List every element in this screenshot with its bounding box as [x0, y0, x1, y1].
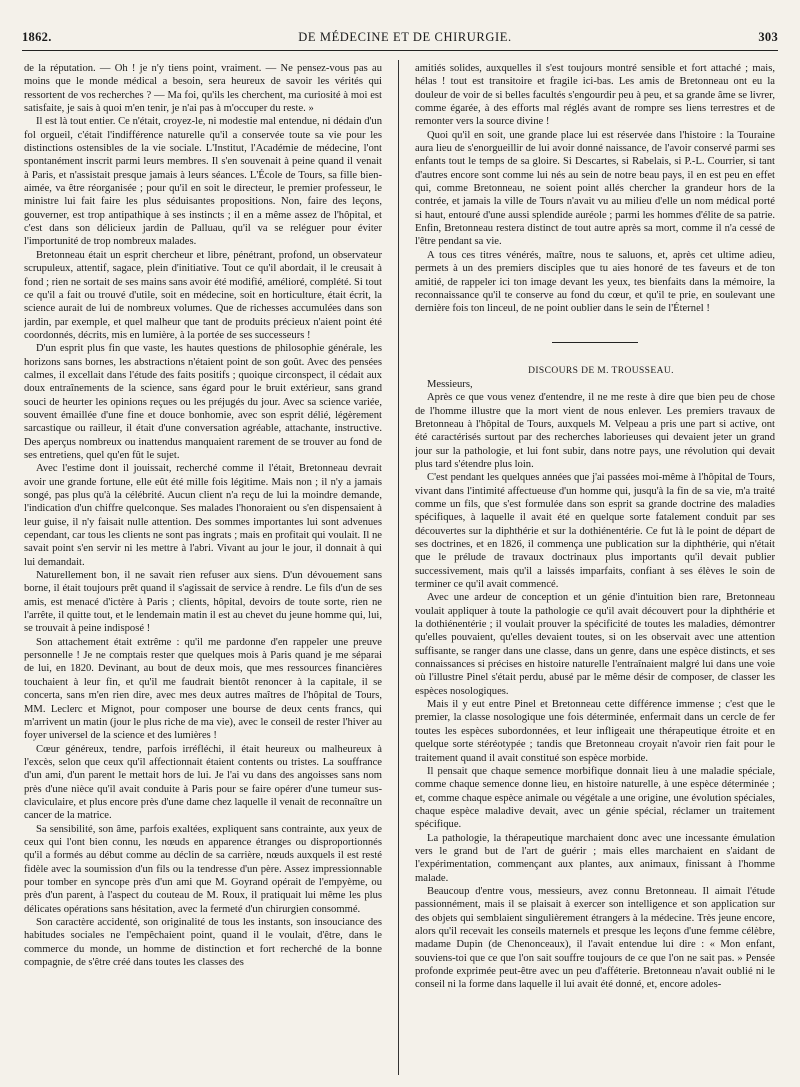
- paragraph: C'est pendant les quelques années que j'ai passées moi-même à l'hôpital de Tours, vivant dans l'intimité affectueuse d'un homme qui, jusqu'à la fin de sa vie, m'a traité comme un fils, que s'est formulée dans son esprit sa grande doctrine des maladies spécifiques, à laquelle il avait été en quelque sorte fatalement conduit par ses découvertes sur la diphthérie et sur la dothiénentérie. Ce fut là le point de départ de ses doctrines, et en 1826, il commença une publication sur la diphthérie, qui n'était que le prélude de travaux doctrinaux plus importants qu'il devait publier successivement, mais qu'il a laissés imparfaits, confiant à ses élèves le soin de terminer ce qu'il avait commencé.: [415, 472, 775, 591]
- paragraph: D'un esprit plus fin que vaste, les hautes questions de philosophie générale, les horizons sans bornes, les abstractions n'étaient point de son goût. Avec des pensées calmes, il excellait dans l'étude des faits positifs ; quoique circonspect, il cédait aux doux entraînements de la science, sans égard pour le bruit extérieur, sans grand souci de heurter les opinions reçues ou les préjugés du jour. Avec sa science variée, souvent émaillée d'une fine et douce bonhomie, avec son esprit délié, légèrement sarcastique ou railleur, il était d'une conversation agréable, attachante, instructive. Des aperçus nombreux ou inattendus manquaient rarement de se trouver au fond de ses entretiens, quel qu'en fût le sujet.: [24, 343, 382, 461]
- paragraph: Quoi qu'il en soit, une grande place lui est réservée dans l'histoire : la Touraine aura lieu de s'enorgueillir de lui avoir donné naissance, de l'avoir conservé parmi ses enfants tout le temps de sa gloire. Si Descartes, si Rabelais, si P.-L. Courrier, si tant d'autres encore sont comme lui nés au sein de notre beau pays, il en est peu en effet qui, comme Bretonneau, ne soient point allés chercher la grandeur hors de la contrée, et jamais la ville de Tours n'avait vu au milieu d'elle un nom médical porté si haut, entouré d'une aussi splendide auréole ; parmi les hommes d'élite de sa patrie. Enfin, Bretonneau restera distinct de tout autre après sa mort, comme il n'a cessé de l'être pendant sa vie.: [415, 129, 775, 248]
- paragraph: A tous ces titres vénérés, maître, nous te saluons, et, après cet ultime adieu, permets à un des premiers disciples que tu aies honoré de tes faveurs et de ton amitié, de rappeler ici ton image devant les yeux, tes bienfaits dans la mémoire, la reconnaissance qu'il te conserve au fond du cœur, et qu'il te prie, en soulevant une dernière fois ton linceul, de ne point oublier dans le sein de l'Éternel !: [415, 249, 775, 315]
- paragraph: amitiés solides, auxquelles il s'est toujours montré sensible et fort attaché ; mais, hélas ! tout est transitoire et fragile ici-bas. Les amis de Bretonneau ont eu la douleur de voir de si belles facultés s'engourdir peu à peu, et sa grande âme se livrer, comme égarée, à des efforts mal réglés avant de rompre ses liens terrestres et de remonter vers la source divine !: [415, 63, 775, 128]
- page-header: [22, 30, 778, 50]
- paragraph: Son attachement était extrême : qu'il me pardonne d'en rappeler une preuve personnelle ! Je ne comptais rester que quelques mois à Paris quand je me séparai de lui, en 1820. Devinant, au bout de deux mois, que mes ressources financières touchaient à leur fin, et qu'il me faudrait bientôt renoncer à la capitale, il se concerta, sans m'en rien dire, avec mes deux autres maîtres de l'hôpital de Tours, MM. Leclerc et Mignot, pour composer une bourse de deux cents francs, qui m'arrivent un matin (jour le plus riche de ma vie), avec le conseil de rester l'hiver au foyer universel de la science et des lumières !: [24, 636, 382, 742]
- paragraph: Sa sensibilité, son âme, parfois exaltées, expliquent sans contrainte, aux yeux de ceux qui l'ont bien connu, les nœuds en apparence étranges ou disproportionnés qu'il a formés au début comme au déclin de sa carrière, nœuds auxquels il est resté fidèle avec la soumission d'un fils ou la tendresse d'un père. Assez impressionnable pour tomber en syncope près d'un ami que M. Goyrand opérait de l'empyème, ou près d'un parent, à l'aspect du couteau de M. Roux, il pratiquait lui même les plus délicates opérations sans hésitation, avec la fermeté d'un chirurgien consommé.: [24, 823, 382, 915]
- paragraph: Il est là tout entier. Ce n'était, croyez-le, ni modestie mal entendue, ni dédain d'un fol orgueil, c'était l'indifférence naturelle qu'il a conservée toute sa vie pour les distinctions ostensibles de la vie sociale. L'Institut, l'Académie de médecine, l'ont spontanément inscrit parmi leurs membres. Il s'en souvenait à peine quand il venait à Paris, et n'assistait presque jamais à leurs séances. L'École de Tours, sa fille bien-aimée, va être réorganisée ; pour qu'il en soit le directeur, le premier professeur, le ministre lui fait faire les plus séduisantes propositions. Non, faire des leçons, gouverner, est trop antipathique à ses instincts ; il en a même assez de l'hôpital, et c'est dans son délicieux jardin de Palluau, qu'il va se reléguer pour éviter l'importunité de trop nombreux malades.: [24, 116, 382, 248]
- page-number: 303: [758, 30, 778, 44]
- paragraph: Mais il y eut entre Pinel et Bretonneau cette différence immense ; c'est que le premier, la classe nosologique une fois déterminée, enfermait dans un cercle de fer toutes les espèces subordonnées, et leur infligeait une thérapeutique étroite et en quelque sorte stéréotypée ; tandis que Bretonneau croyait n'avoir rien fait pour le traitement quand il avait constitué son espèce morbide.: [415, 699, 775, 764]
- discourse-title: DISCOURS DE M. TROUSSEAU.: [528, 365, 674, 376]
- paragraph: Beaucoup d'entre vous, messieurs, avez connu Bretonneau. Il aimait l'étude passionnément, mais il se plaisait à exercer son intelligence et son application sur des objets qui semblaient singulièrement étrangers à la médecine. Très jeune encore, alors qu'il recevait les conseils maternels et presque les leçons d'une femme célèbre, madame Dupin (de Chenonceaux), il l'avait entendue lui dire : « Mon enfant, souviens-toi que ce que l'on sait souffre toujours de ce que l'on ne sait pas. » Pensée profonde exprimée peut-être avec un peu d'afféterie. Bretonneau n'avait oublié ni le conseil ni la forme dans laquelle il lui avait été donné, et, encore adoles-: [415, 885, 775, 991]
- paragraph: Avec l'estime dont il jouissait, recherché comme il l'était, Bretonneau devrait avoir une grande fortune, elle eût été mille fois légitime. Mais non ; il n'y a jamais songé, pas plus qu'à la célébrité. Aucun client n'a reçu de lui la moindre demande, l'indication d'un chiffre quelconque. Ses malades l'honoraient ou s'en dispensaient à leur guise, il n'y faisait nulle attention. Des sommes importantes lui sont advenues cependant, car tous les clients ne sont pas ingrats ; mais en profitait qui voulait. Il ne savait point s'en servir ni les mettre à l'abri. Vivant au jour le jour, il donnait à qui lui demandait.: [24, 463, 382, 568]
- salutation: Messieurs,: [427, 378, 473, 390]
- paragraph: Il pensait que chaque semence morbifique donnait lieu à une maladie spéciale, comme chaque semence donne lieu, en histoire naturelle, à une espèce déterminée ; et, comme chaque espèce animale ou végétale a une origine, une évolution spéciales, chaque espèce maladive devait, avec un génie spécial, réclamer un traitement spécifique.: [415, 765, 775, 831]
- left-column: [24, 62, 382, 1072]
- paragraph: Avec une ardeur de conception et un génie d'intuition bien rare, Bretonneau voulait appliquer à toute la pathologie ce qu'il avait découvert pour la diphthérie et la dothiénentérie ; il voulait prouver la spécificité de toutes les maladies, démontrer qu'elles pouvaient, qu'elles devaient toutes, si on les observait avec une attention suffisante, se ranger dans une classe, dans un genre, dans une espèce distincts, et ses connaissances si précises en histoire naturelle l'entraînaient malgré lui dans une voie où l'illustre Pinel s'était perdu, abusé par le même désir de composer, de classer les espèces nosologiques.: [415, 592, 775, 697]
- header-rule: [22, 50, 778, 51]
- paragraph: Naturellement bon, il ne savait rien refuser aux siens. D'un dévouement sans borne, il était toujours prêt quand il s'agissait de service à rendre. Le fils d'un de ses amis, est menacé d'ictère à Paris ; clients, hôpital, devoirs de toute sorte, rien ne l'arrête, il quitte tout, et le lendemain matin il est au chevet du jeune homme qui, lui, se trouvait à peine indisposé !: [24, 570, 382, 635]
- paragraph: de la réputation. — Oh ! je n'y tiens point, vraiment. — Ne pensez-vous pas au moins que le monde médical a besoin, sera heureux de savoir les vérités qui ressortent de vos recherches ? — Ma foi, qu'ils les cherchent, ma curiosité à moi est satisfaite, je sais à quoi m'en tenir, je n'ai pas à m'occuper du reste. »: [24, 63, 382, 115]
- right-column: [415, 62, 775, 1072]
- paragraph: Après ce que vous venez d'entendre, il ne me reste à dire que bien peu de chose de l'homme illustre que la mort vient de nous enlever. Les premiers travaux de Bretonneau à l'hôpital de Tours, auxquels M. Velpeau a pris une part si active, ont été caractérisés surtout par des recherches laborieuses qui devaient jeter un grand jour sur la pathologie, et lui font subir, dans notre pays, une révolution qui devait plus tard s'étendre plus loin.: [415, 392, 775, 470]
- header-year: 1862.: [22, 30, 52, 44]
- column-divider: [398, 60, 399, 1075]
- section-separator: [552, 342, 638, 343]
- paragraph: La pathologie, la thérapeutique marchaient donc avec une incessante émulation vers le grand but de l'art de guérir ; mais elles marchaient en s'aidant de l'expérimentation, commençant aux plantes, aux animaux, finissant à l'homme malade.: [415, 832, 775, 884]
- paragraph: Cœur généreux, tendre, parfois irréfléchi, il était heureux ou malheureux à l'excès, selon que ceux qu'il affectionnait étaient contents ou tristes. La souffrance d'un ami, d'un parent le mettait hors de lui. Je l'ai vu dans des angoisses sans nom près d'une nièce qu'il avait conduite à Paris pour se faire opérer d'une tumeur sus-claviculaire, et plus encore près d'une dame chez laquelle il venait de reconnaître un cancer de la matrice.: [24, 743, 382, 822]
- paragraph: Son caractère accidenté, son originalité de tous les instants, son insouciance des habitudes sociales ne l'empêchaient point, quand il le voulait, d'être, dans le commerce du monde, un homme de distinction et fort recherché de la bonne compagnie, de s'être créé dans toutes les classes des: [24, 917, 382, 969]
- header-title: DE MÉDECINE ET DE CHIRURGIE.: [298, 30, 512, 44]
- paragraph: Bretonneau était un esprit chercheur et libre, pénétrant, profond, un observateur scrupuleux, attentif, sagace, plein d'initiative. Tout ce qu'il abordait, il le creusait à fond ; rien ne sortait de ses mains sans avoir été modifié, amélioré, complété. Si tout ce qu'il a fait ou trouvé d'utile, soit en médecine, soit en horticulture, était écrit, la science aurait de lui de nombreux volumes. Que de richesses accumulées dans son jardin, par exemple, et quel malheur que tant de produits précieux n'aient point été coordonnés, décrits, mis en lumière, à la portée de ses successeurs !: [24, 249, 382, 341]
